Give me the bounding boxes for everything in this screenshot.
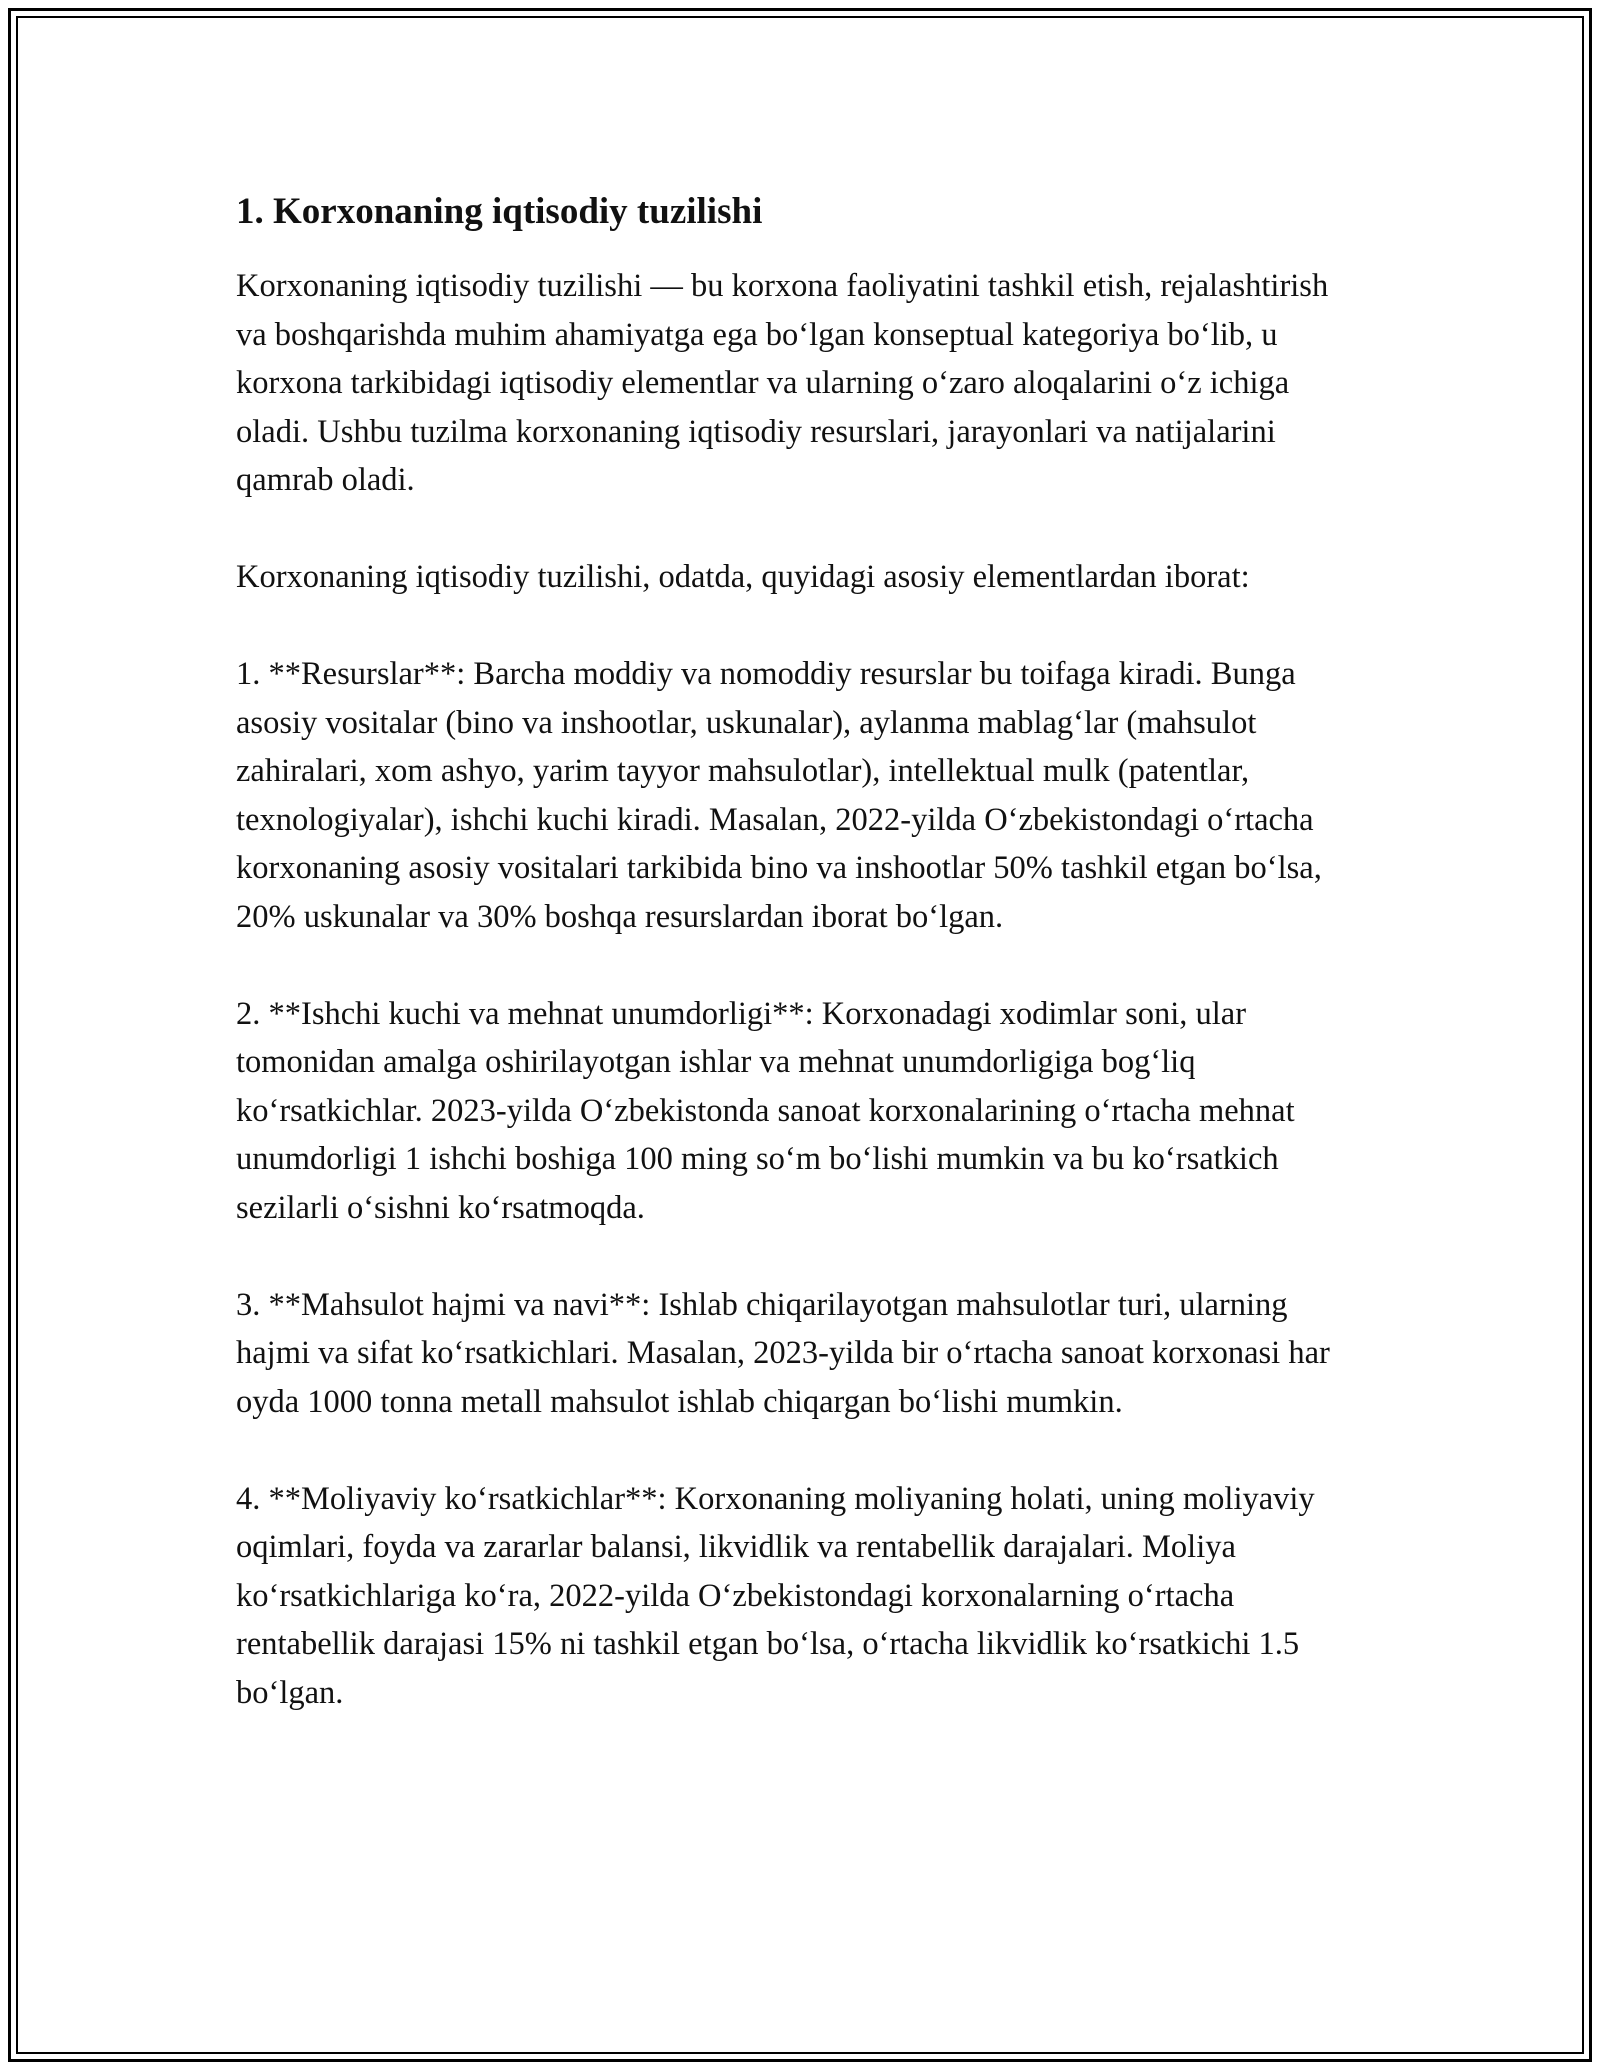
- intro-paragraph: Korxonaning iqtisodiy tuzilishi — bu korxona faoliyatini tashkil etish, rejalashtirish va boshqarishda muhim ahamiyatga ega boʻlgan konseptual kategoriya boʻlib, u korxona tarkibidagi iqtisodiy elementlar va ularning oʻzaro aloqalarini oʻz ichiga oladi. Ushbu tuzilma korxonaning iqtisodiy resurslari, jarayonlari va natijalarini qamrab oladi.: [236, 268, 1329, 498]
- list-item-resources: 1. **Resurslar**: Barcha moddiy va nomoddiy resurslar bu toifaga kiradi. Bunga asosiy vositalar (bino va inshootlar, uskunalar), aylanma mablagʻlar (mahsulot zahiralari, xom ashyo, yarim tayyor mahsulotlar), intellektual mulk (patentlar, texnologiyalar), ishchi kuchi kiradi. Masalan, 2022-yilda Oʻzbekistondagi oʻrtacha korxonaning asosiy vositalari tarkibida bino va inshootlar 50% tashkil etgan boʻlsa, 20% uskunalar va 30% boshqa resurslardan iborat boʻlgan.: [236, 656, 1322, 935]
- list-item-labor: 2. **Ishchi kuchi va mehnat unumdorligi**: Korxonadagi xodimlar soni, ular tomonidan amalga oshirilayotgan ishlar va mehnat unumdorligiga bogʻliq koʻrsatkichlar. 2023-yilda Oʻzbekistonda sanoat korxonalarining oʻrtacha mehnat unumdorligi 1 ishchi boshiga 100 ming soʻm boʻlishi mumkin va bu koʻrsatkich sezilarli oʻsishni koʻrsatmoqda.: [236, 995, 1295, 1226]
- list-item-product-volume: 3. **Mahsulot hajmi va navi**: Ishlab chiqarilayotgan mahsulotlar turi, ularning hajmi va sifat koʻrsatkichlari. Masalan, 2023-yilda bir oʻrtacha sanoat korxonasi har oyda 1000 tonna metall mahsulot ishlab chiqargan boʻlishi mumkin.: [236, 1286, 1330, 1420]
- document-title: 1. Korxonaning iqtisodiy tuzilishi: [236, 191, 763, 232]
- document-body: [236, 188, 1366, 1766]
- list-item-financial-indicators: 4. **Moliyaviy koʻrsatkichlar**: Korxonaning moliyaning holati, uning moliyaviy oqimlari, foyda va zararlar balansi, likvidlik va rentabellik darajalari. Moliya koʻrsatkichlariga koʻra, 2022-yilda Oʻzbekistondagi korxonalarning oʻrtacha rentabellik darajasi 15% ni tashkil etgan boʻlsa, oʻrtacha likvidlik koʻrsatkichi 1.5 boʻlgan.: [236, 1480, 1315, 1711]
- elements-intro-paragraph: Korxonaning iqtisodiy tuzilishi, odatda, quyidagi asosiy elementlardan iborat:: [236, 559, 1250, 595]
